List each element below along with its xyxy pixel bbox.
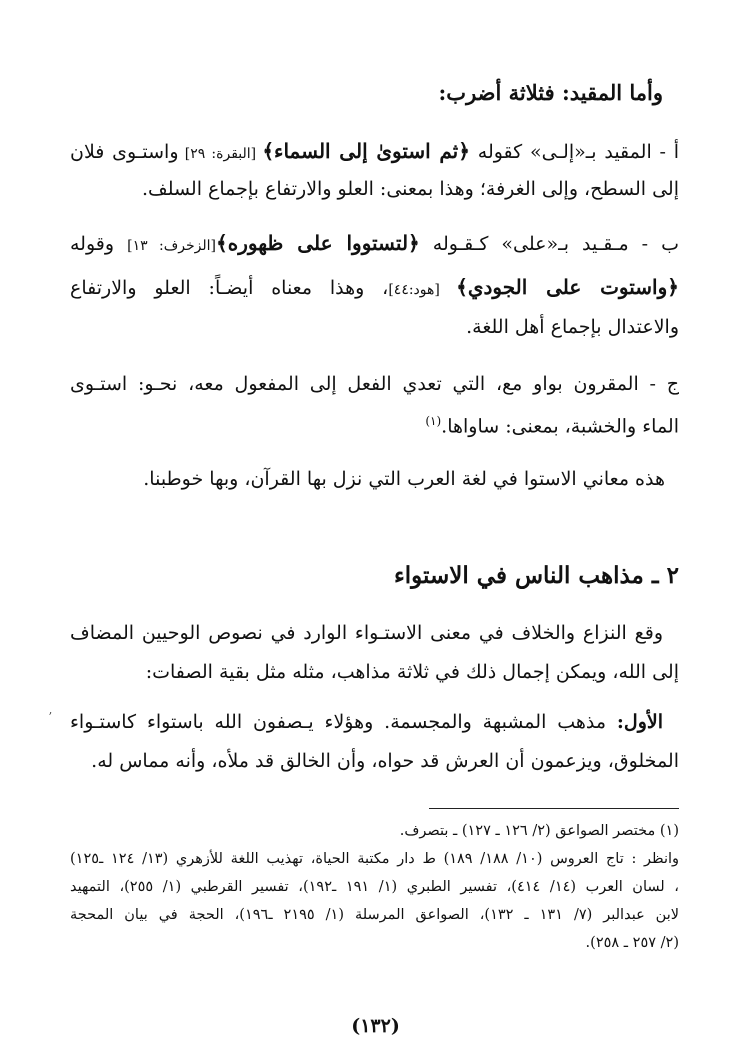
item-b-line-2 bbox=[70, 272, 679, 305]
item-b-suffix: وقوله bbox=[70, 233, 128, 255]
item-b-line-2-suffix: ، وهذا معناه أيضـاً: العلو والارتفاع bbox=[70, 277, 389, 299]
footnote-line-3: ، لسان العرب (١٤/ ٤١٤)، تفسير الطبري (١/ ١٩١ ـ١٩٢)، تفسير القرطبي (١/ ٢٥٥)، التمهيد bbox=[70, 879, 679, 895]
para-1-line-2: إلى الله، ويمكن إجمال ذلك في ثلاثة مذاهب، مثله مثل بقية الصفات: bbox=[145, 661, 679, 683]
item-b-prefix: ب - مـقـيد بـ«على» كـقـوله bbox=[419, 233, 680, 255]
item-a-line-2: إلى السطح، وإلى الغرفة؛ وهذا بمعنى: العلو والارتفاع بإجماع السلف. bbox=[141, 178, 679, 200]
quran-ref-baqarah: [البقرة: ٢٩] bbox=[178, 146, 263, 162]
footnote-ref-1: (١) bbox=[425, 414, 442, 428]
para-2-line-2: المخلوق، ويزعمون أن العرش قد حواه، وأن الخالق قد ملأه، وأنه مماس له. bbox=[91, 750, 679, 772]
item-b-line-1 bbox=[70, 228, 679, 261]
first-doctrine-label: الأول: bbox=[616, 711, 663, 733]
item-b-line-3: والاعتدال بإجماع أهل اللغة. bbox=[466, 316, 679, 338]
item-a-line-1 bbox=[70, 136, 679, 169]
item-a-prefix: أ - المقيد بـ«إلـى» كقوله bbox=[469, 141, 679, 163]
footnote-1: (١) مختصر الصواعق (٢/ ١٢٦ ـ ١٢٧) ـ بتصرف. bbox=[399, 823, 679, 839]
para-1-line-1: وقع النزاع والخلاف في معنى الاستـواء الوارد في نصوص الوحيين المضاف bbox=[70, 622, 663, 644]
quran-ref-zukhruf: [الزخرف: ١٣] bbox=[127, 238, 217, 254]
section-heading-doctrines: ٢ ـ مذاهب الناس في الاستواء bbox=[393, 562, 679, 589]
quran-verse-zukhruf: ﴿لتستووا على ظهوره﴾ bbox=[216, 231, 420, 255]
page-number: (١٣٢) bbox=[351, 1015, 400, 1037]
first-doctrine-text: مذهب المشبهة والمجسمة. وهؤلاء يـصفون الله باستواء كاستـواء bbox=[70, 711, 617, 733]
footnote-divider bbox=[429, 808, 679, 809]
footnote-line-5: (٢/ ٢٥٧ ـ ٢٥٨). bbox=[585, 935, 679, 951]
footnote-line-2: وانظر : تاج العروس (١٠/ ١٨٨/ ١٨٩) ط دار مكتبة الحياة، تهذيب اللغة للأزهري (١٣/ ١٢٤ ـ١٢٥) bbox=[70, 851, 680, 867]
quran-verse-baqarah: ﴿ثم استوىٰ إلى السماء﴾ bbox=[262, 139, 470, 163]
margin-mark: ʼ bbox=[48, 710, 52, 724]
quran-verse-hud: ﴿واستوت على الجودي﴾ bbox=[456, 275, 679, 299]
footnote-line-4: لابن عبدالبر (٧/ ١٣١ ـ ١٣٢)، الصواعق المرسلة (١/ ٢١٩٥ ـ١٩٦)، الحجة في بيان المحجة bbox=[70, 907, 680, 923]
para-2-line-1 bbox=[70, 707, 663, 737]
item-a-suffix: واستـوى فلان bbox=[70, 141, 179, 163]
summary-sentence: هذه معاني الاستوا في لغة العرب التي نزل بها القرآن، وبها خوطبنا. bbox=[143, 468, 665, 490]
item-c-line-1: ج - المقرون بواو مع، التي تعدي الفعل إلى المفعول معه، نحـو: استـوى bbox=[70, 373, 679, 395]
section-heading-restricted: وأما المقيد: فثلاثة أضرب: bbox=[438, 80, 663, 105]
quran-ref-hud: [هود:٤٤] bbox=[388, 282, 457, 298]
item-c-line-2 bbox=[70, 406, 679, 441]
item-c-line-2-text: الماء والخشبة، بمعنى: ساواها. bbox=[441, 415, 679, 438]
